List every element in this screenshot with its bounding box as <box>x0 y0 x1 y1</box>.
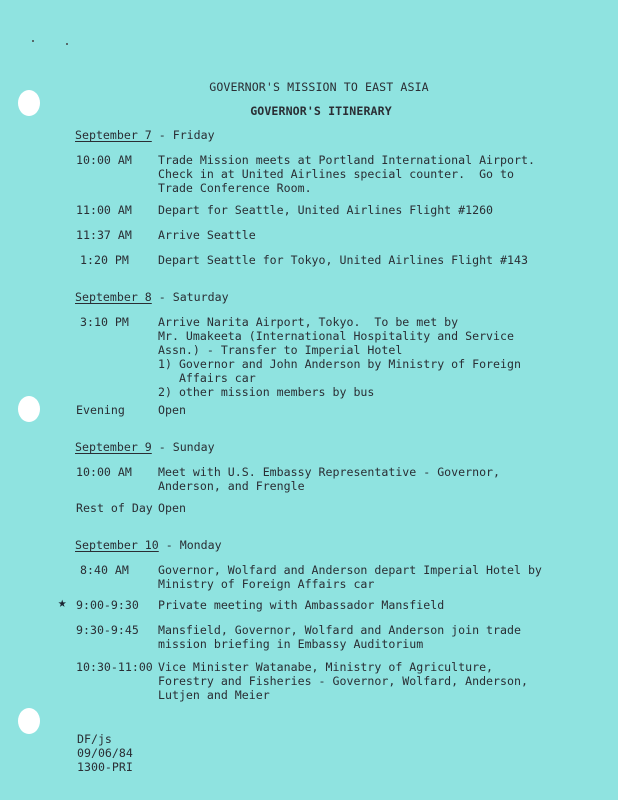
event-time: Rest of Day <box>76 501 153 515</box>
footer-code: 1300-PRI <box>77 760 133 774</box>
event-description: Depart Seattle for Tokyo, United Airlines Flight #143 <box>158 253 528 267</box>
event-description: Open <box>158 501 186 515</box>
day-weekday: - Friday <box>158 128 215 142</box>
day-date: September 10 <box>75 538 159 552</box>
event-time: 10:00 AM <box>76 153 132 167</box>
event-time: 9:30-9:45 <box>76 623 139 637</box>
event-description: Depart for Seattle, United Airlines Flight #1260 <box>158 203 494 217</box>
event-description: Arrive Narita Airport, Tokyo. To be met by Mr. Umakeeta (International Hospitality and Service Assn.) - Transfer to Imperial Hotel 1) Governor and John Anderson by Ministry of Foreign Affairs car 2) other mission members by bus <box>158 315 521 399</box>
event-time: 3:10 PM <box>80 315 129 329</box>
day-heading <box>75 290 229 304</box>
mission-title: GOVERNOR'S MISSION TO EAST ASIA <box>209 80 429 94</box>
handwritten-star-icon: ★ <box>58 595 67 611</box>
event-time: 9:00-9:30 <box>76 598 139 612</box>
binder-hole <box>18 708 40 734</box>
day-date: September 7 <box>75 128 152 142</box>
event-description: Governor, Wolfard and Anderson depart Imperial Hotel by Ministry of Foreign Affairs car <box>158 563 542 591</box>
event-description: Mansfield, Governor, Wolfard and Anderson join trade mission briefing in Embassy Auditorium <box>158 623 521 651</box>
event-time: 1:20 PM <box>80 253 129 267</box>
event-time: 8:40 AM <box>80 563 129 577</box>
day-weekday: - Sunday <box>158 440 215 454</box>
footer-date: 09/06/84 <box>77 746 133 760</box>
event-description: Arrive Seattle <box>158 228 256 242</box>
scan-speck <box>66 43 68 45</box>
day-date: September 8 <box>75 290 152 304</box>
event-description: Open <box>158 403 186 417</box>
day-heading <box>75 440 215 454</box>
footer-initials: DF/js <box>77 732 112 746</box>
event-time: Evening <box>76 403 125 417</box>
itinerary-title: GOVERNOR'S ITINERARY <box>250 104 392 118</box>
event-description: Private meeting with Ambassador Mansfield <box>158 598 445 612</box>
event-description: Meet with U.S. Embassy Representative - Governor, Anderson, and Frengle <box>158 465 501 493</box>
event-description: Trade Mission meets at Portland International Airport. Check in at United Airlines special counter. Go to Trade Conference Room. <box>158 153 535 195</box>
event-time: 10:00 AM <box>76 465 132 479</box>
day-weekday: - Monday <box>165 538 222 552</box>
day-date: September 9 <box>75 440 152 454</box>
day-weekday: - Saturday <box>158 290 229 304</box>
document-footer <box>77 732 133 774</box>
scan-speck <box>32 40 34 42</box>
binder-hole <box>18 396 40 422</box>
day-heading <box>75 538 222 552</box>
event-description: Vice Minister Watanabe, Ministry of Agriculture, Forestry and Fisheries - Governor, Wolfard, Anderson, Lutjen and Meier <box>158 660 528 702</box>
event-time: 11:00 AM <box>76 203 132 217</box>
event-time: 11:37 AM <box>76 228 132 242</box>
event-time: 10:30-11:00 <box>76 660 153 674</box>
day-heading <box>75 128 215 142</box>
